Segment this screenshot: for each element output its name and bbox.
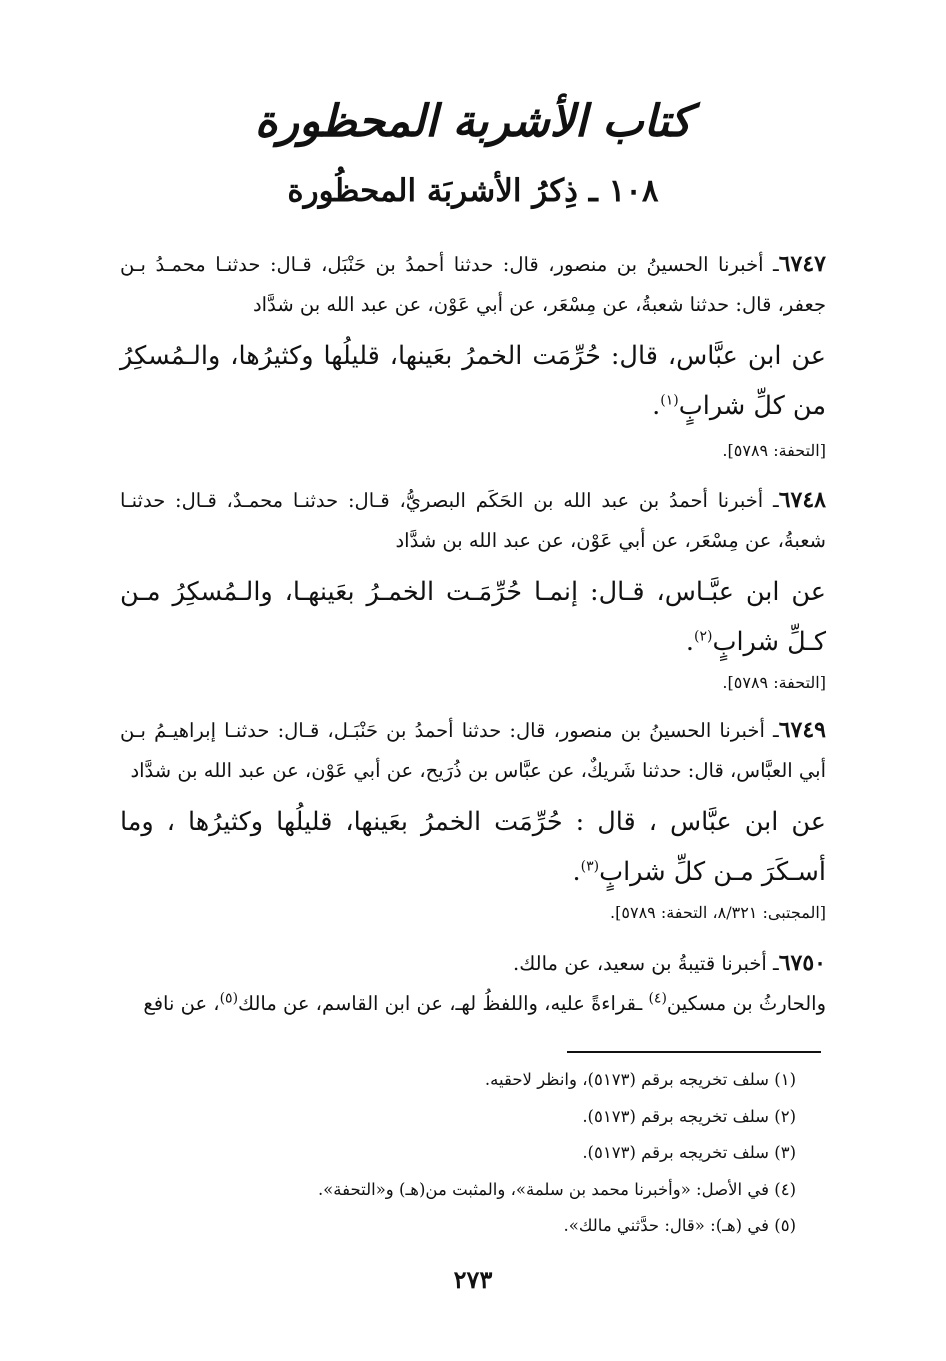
hadith-isnad [120, 480, 826, 561]
isnad-text: ـ أخبرنا قتيبةُ بن سعيد، عن مالك. [513, 952, 779, 975]
footnote-mark: (٣) [580, 858, 600, 875]
hadith-6750 [120, 943, 826, 1024]
footnote-mark: (٥) [219, 990, 239, 1007]
hadith-number: ٦٧٥٠ [778, 950, 826, 976]
hadith-matn [120, 331, 826, 431]
footnote-divider [567, 1051, 821, 1053]
matn-end: . [572, 857, 581, 887]
hadith-isnad [120, 943, 826, 984]
footnote: (٣) سلف تخريجه برقم (٥١٧٣). [582, 1143, 796, 1162]
hadith-reference: [التحفة: ٥٧٨٩]. [722, 441, 826, 460]
hadith-isnad [120, 710, 826, 791]
page-number: ٢٧٣ [453, 1265, 493, 1294]
isnad-text: ـ أخبرنا الحسينُ بن منصور، قال: حدثنا أحمدُ بن حَنْبَـل، قـال: حدثنـا إبراهيـمُ بـن أبي العبَّاس، قال: حدثنا شَريكٌ، عن عبَّاس بن ذُرَيح، عن أبي عَوْن، عن عبد الله بن شدَّاد [120, 719, 826, 782]
hadith-reference: [التحفة: ٥٧٨٩]. [722, 673, 826, 692]
book-title: كتاب الأشربة المحظورة [254, 96, 692, 147]
footnote: (٤) في الأصل: «وأخبرنا محمد بن سلمة»، والمثبت من(هـ) و«التحفة». [317, 1179, 796, 1199]
footnote: (٥) في (هـ): «قال: حدَّثني مالك». [563, 1216, 796, 1235]
hadith-number: ٦٧٤٧ [778, 251, 826, 277]
hadith-matn [120, 797, 826, 897]
footnote: (٢) سلف تخريجه برقم (٥١٧٣). [582, 1106, 796, 1126]
isnad-text: ـقراءةً عليه، واللفظُ لهـ، عن ابن القاسم، عن مالك [238, 992, 649, 1015]
isnad-text: والحارثُ بن مسكين [666, 992, 826, 1015]
hadith-number: ٦٧٤٩ [778, 717, 826, 743]
footnote: (١) سلف تخريجه برقم (٥١٧٣)، وانظر لاحقيه. [484, 1070, 796, 1089]
hadith-number: ٦٧٤٨ [778, 487, 826, 513]
matn-text: عن ابن عبَّاس، قال: حُرِّمَت الخمرُ بعَينها، قليلُها وكثيرُها، والـمُسكِرُ من كلِّ شرابٍ [120, 341, 826, 421]
hadith-isnad [120, 244, 826, 325]
footnotes [276, 1062, 796, 1245]
isnad-text: ، عن نافع [143, 992, 220, 1015]
footnote-mark: (١) [660, 392, 679, 409]
footnote-mark: (٤) [648, 990, 667, 1007]
isnad-text: ـ أخبرنا الحسينُ بن منصور، قال: حدثنا أحمدُ بن حَنْبَل، قـال: حدثنـا محمـدُ بـن جعفر، قال: حدثنا شعبةُ، عن مِسْعَر، عن أبي عَوْن، عن عبد الله بن شدَّاد [120, 253, 826, 316]
matn-end: . [652, 391, 661, 421]
matn-text: عن ابن عبَّـاس، قـال: إنمـا حُرِّمَـت الخمـرُ بعَينهـا، والـمُسكِرُ مـن كـلِّ شرابٍ [120, 577, 826, 657]
hadith-6748 [120, 480, 826, 667]
chapter-title: ١٠٨ ـ ذِكرُ الأشربَة المحظُورة [287, 173, 659, 209]
hadith-6747 [120, 244, 826, 431]
hadith-matn [120, 567, 826, 667]
hadith-reference: [المجتبى: ٨/٣٢١، التحفة: ٥٧٨٩]. [610, 903, 826, 922]
hadith-6749 [120, 710, 826, 897]
matn-end: . [685, 627, 694, 657]
matn-text: عن ابن عبَّاس ، قال : حُرِّمَت الخمرُ بعَينها، قليلُها وكثيرُها ، وما أسـكَرَ مـن كلِّ شرابٍ [120, 807, 826, 887]
footnote-mark: (٢) [693, 628, 713, 645]
isnad-text: ـ أخبرنا أحمدُ بن عبد الله بن الحَكَم البصريُّ، قـال: حدثنـا محمـدٌ، قـال: حدثنـا شعبةُ، عن مِسْعَر، عن أبي عَوْن، عن عبد الله بن شدَّاد [120, 489, 826, 552]
hadith-isnad-continued [120, 984, 826, 1024]
